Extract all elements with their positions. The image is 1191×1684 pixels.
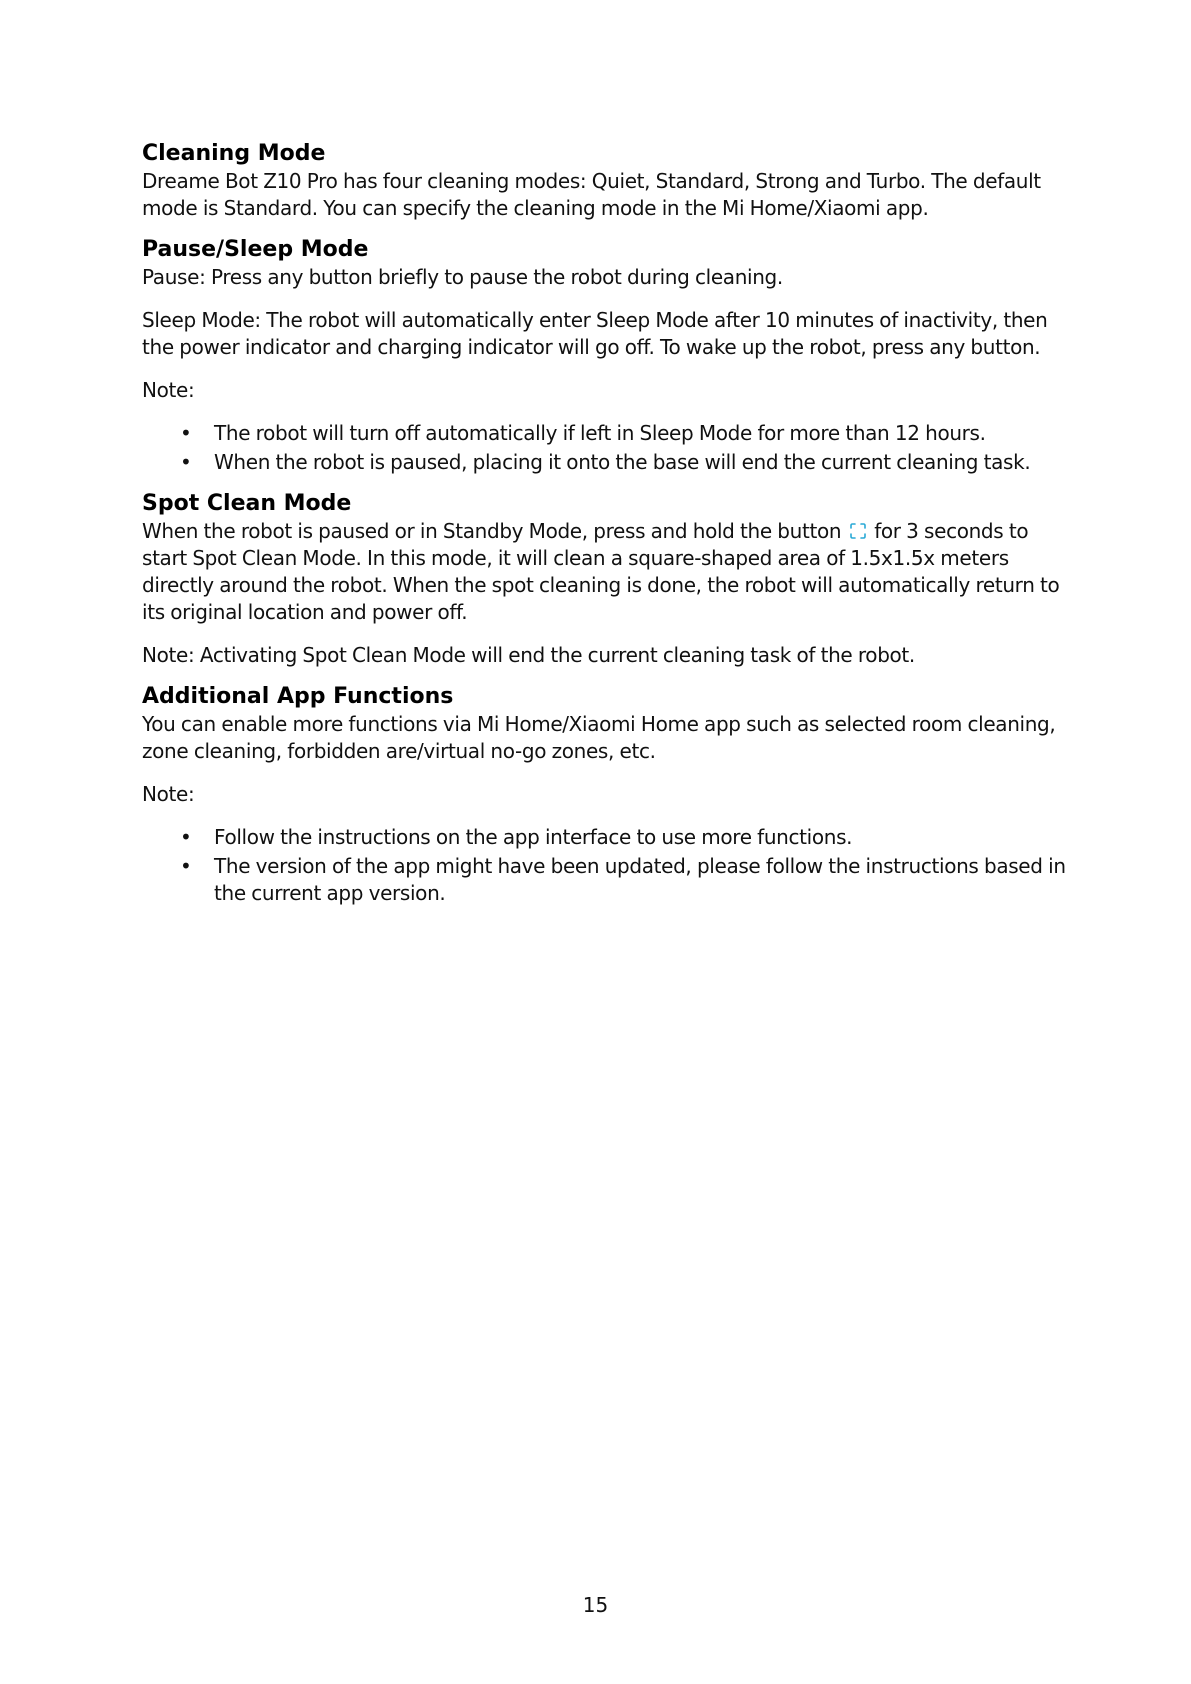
heading-pause-sleep-mode: Pause/Sleep Mode [142, 237, 369, 262]
sleep-mode-description: Sleep Mode: The robot will automatically enter Sleep Mode after 10 minutes of inactivity, then the power indicator and charging indicator will go off. To wake up the robot, press any button. [142, 308, 1048, 359]
app-functions-notes-list [142, 824, 1072, 907]
section-cleaning-mode [142, 140, 1072, 222]
note-label: Note: [142, 782, 195, 806]
section-pause-sleep-mode [142, 236, 1072, 476]
spot-clean-icon [849, 522, 867, 540]
heading-spot-clean-mode: Spot Clean Mode [142, 491, 352, 516]
spot-clean-body-start: When the robot is paused or in Standby Mode, press and hold the button [142, 519, 842, 543]
app-functions-body: You can enable more functions via Mi Home/Xiaomi Home app such as selected room cleaning, zone cleaning, forbidden are/virtual no-go zones, etc. [142, 712, 1056, 763]
list-item: • Follow the instructions on the app interface to use more functions. [142, 824, 1072, 851]
spot-clean-note: Note: Activating Spot Clean Mode will end the current cleaning task of the robot. [142, 643, 915, 667]
heading-cleaning-mode: Cleaning Mode [142, 141, 326, 166]
cleaning-mode-body: Dreame Bot Z10 Pro has four cleaning modes: Quiet, Standard, Strong and Turbo. The default mode is Standard. You can specify the cleaning mode in the Mi Home/Xiaomi app. [142, 169, 1041, 220]
page-content [142, 140, 1072, 921]
list-item: • The robot will turn off automatically if left in Sleep Mode for more than 12 hours. [142, 420, 1072, 447]
pause-sleep-notes-list [142, 420, 1072, 476]
section-spot-clean-mode [142, 490, 1072, 669]
heading-additional-app-functions: Additional App Functions [142, 684, 454, 709]
spot-clean-body-end: for 3 seconds to start Spot Clean Mode. In this mode, it will clean a square-shaped area of 1.5x1.5x meters directly around the robot. When the spot cleaning is done, the robot will automatically return to its original location and power off. [142, 519, 1060, 624]
pause-description: Pause: Press any button briefly to pause the robot during cleaning. [142, 265, 783, 289]
page-number: 15 [582, 1593, 609, 1617]
note-label: Note: [142, 378, 195, 402]
section-additional-app-functions [142, 683, 1072, 907]
spot-clean-body [142, 518, 1072, 626]
list-item: • The version of the app might have been updated, please follow the instructions based in the current app version. [142, 853, 1072, 907]
list-item: • When the robot is paused, placing it onto the base will end the current cleaning task. [142, 449, 1072, 476]
